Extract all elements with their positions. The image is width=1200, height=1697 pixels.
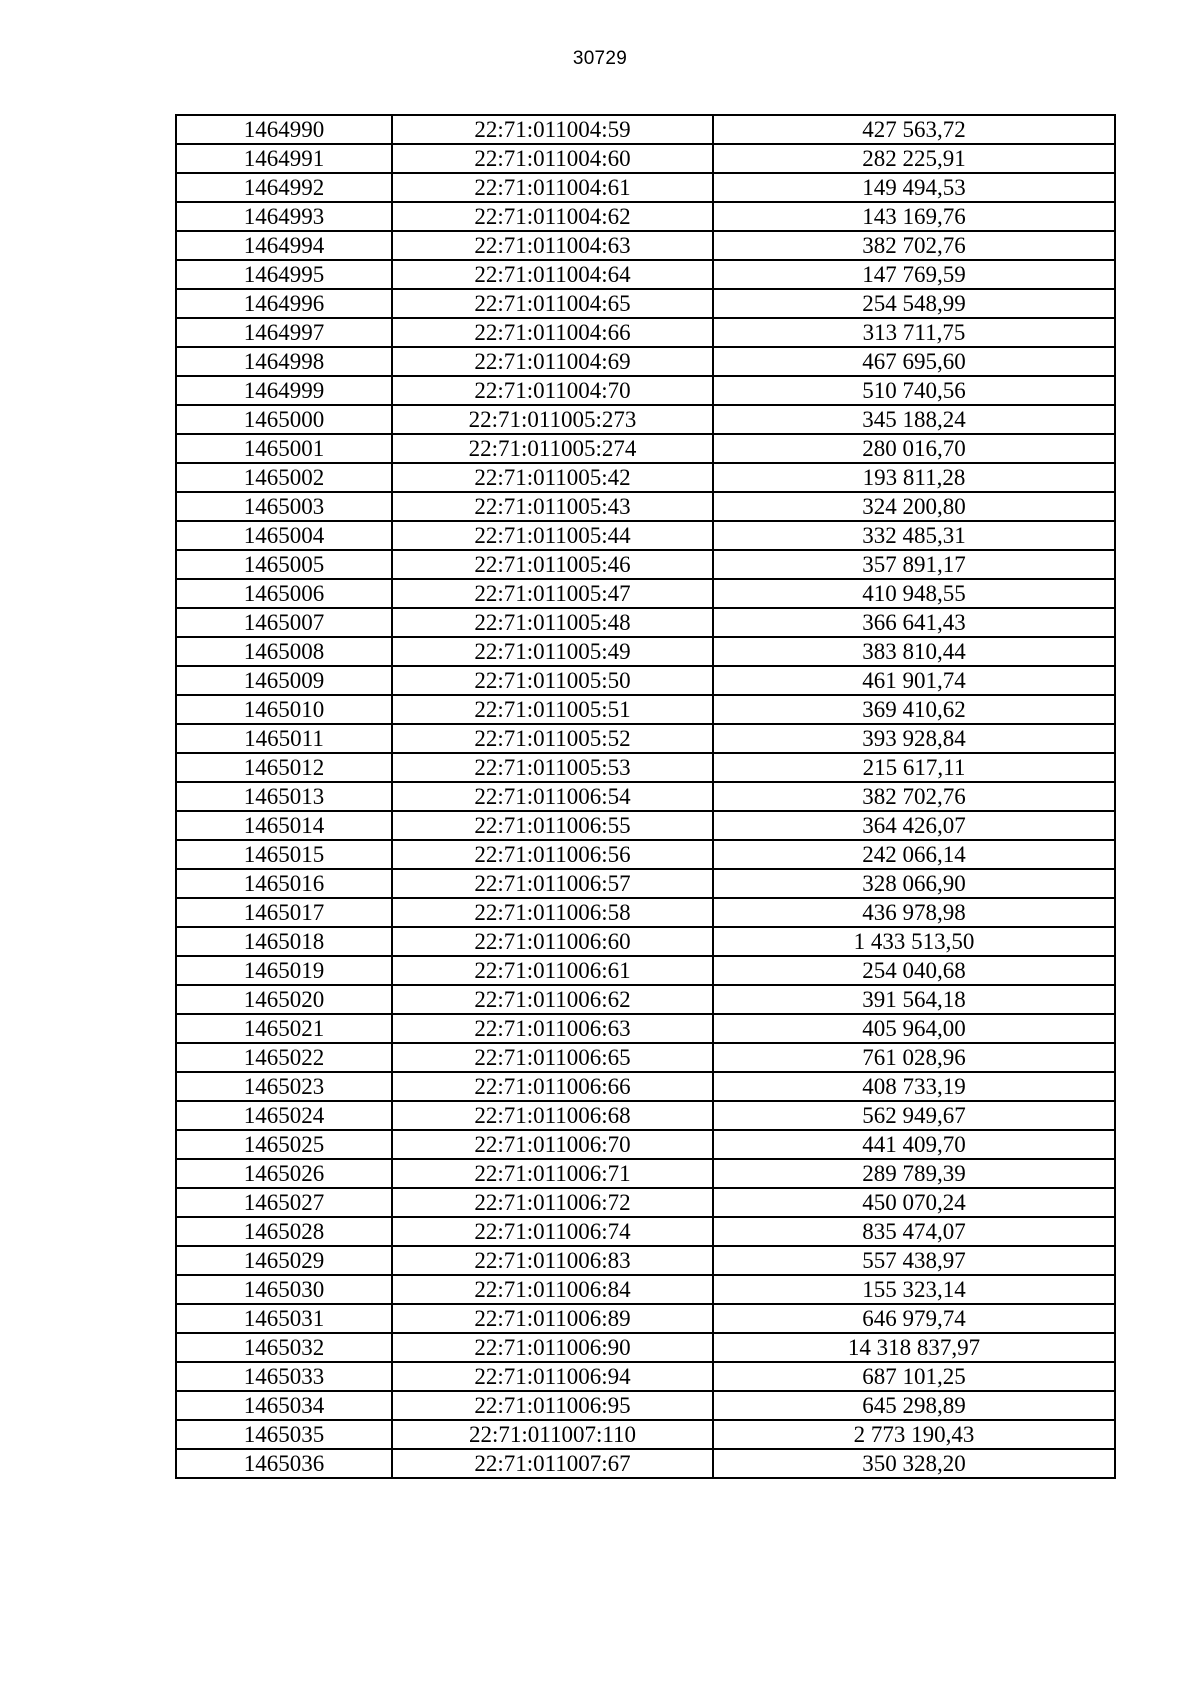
value-cell: 364 426,07 — [713, 811, 1115, 840]
value-cell: 254 040,68 — [713, 956, 1115, 985]
cadastral-number-cell: 22:71:011005:52 — [392, 724, 713, 753]
row-number-cell: 1464993 — [176, 202, 392, 231]
value-cell: 427 563,72 — [713, 115, 1115, 144]
cadastral-number-cell: 22:71:011005:43 — [392, 492, 713, 521]
cadastral-number-cell: 22:71:011005:53 — [392, 753, 713, 782]
table-row — [176, 1217, 1115, 1246]
row-number-cell: 1465032 — [176, 1333, 392, 1362]
row-number-cell: 1465020 — [176, 985, 392, 1014]
table-row — [176, 1159, 1115, 1188]
cadastral-number-cell: 22:71:011005:46 — [392, 550, 713, 579]
value-cell: 242 066,14 — [713, 840, 1115, 869]
table-row — [176, 695, 1115, 724]
row-number-cell: 1465025 — [176, 1130, 392, 1159]
cadastral-number-cell: 22:71:011006:57 — [392, 869, 713, 898]
value-cell: 646 979,74 — [713, 1304, 1115, 1333]
cadastral-number-cell: 22:71:011004:60 — [392, 144, 713, 173]
row-number-cell: 1465034 — [176, 1391, 392, 1420]
table-row — [176, 1043, 1115, 1072]
cadastral-number-cell: 22:71:011004:69 — [392, 347, 713, 376]
value-cell: 14 318 837,97 — [713, 1333, 1115, 1362]
cadastral-number-cell: 22:71:011006:61 — [392, 956, 713, 985]
table-row — [176, 579, 1115, 608]
table-row — [176, 608, 1115, 637]
row-number-cell: 1465030 — [176, 1275, 392, 1304]
value-cell: 450 070,24 — [713, 1188, 1115, 1217]
row-number-cell: 1465033 — [176, 1362, 392, 1391]
row-number-cell: 1465028 — [176, 1217, 392, 1246]
row-number-cell: 1465031 — [176, 1304, 392, 1333]
table-row — [176, 405, 1115, 434]
value-cell: 254 548,99 — [713, 289, 1115, 318]
row-number-cell: 1465017 — [176, 898, 392, 927]
value-cell: 350 328,20 — [713, 1449, 1115, 1478]
value-cell: 761 028,96 — [713, 1043, 1115, 1072]
row-number-cell: 1465014 — [176, 811, 392, 840]
value-cell: 391 564,18 — [713, 985, 1115, 1014]
cadastral-number-cell: 22:71:011006:94 — [392, 1362, 713, 1391]
table-row — [176, 753, 1115, 782]
row-number-cell: 1465019 — [176, 956, 392, 985]
table-row — [176, 1275, 1115, 1304]
row-number-cell: 1465000 — [176, 405, 392, 434]
row-number-cell: 1465015 — [176, 840, 392, 869]
table-row — [176, 956, 1115, 985]
value-cell: 328 066,90 — [713, 869, 1115, 898]
cadastral-number-cell: 22:71:011005:51 — [392, 695, 713, 724]
value-cell: 382 702,76 — [713, 782, 1115, 811]
table-row — [176, 898, 1115, 927]
value-cell: 510 740,56 — [713, 376, 1115, 405]
table-row — [176, 144, 1115, 173]
cadastral-number-cell: 22:71:011004:63 — [392, 231, 713, 260]
row-number-cell: 1465011 — [176, 724, 392, 753]
row-number-cell: 1465021 — [176, 1014, 392, 1043]
value-cell: 2 773 190,43 — [713, 1420, 1115, 1449]
row-number-cell: 1465026 — [176, 1159, 392, 1188]
table-row — [176, 840, 1115, 869]
row-number-cell: 1465016 — [176, 869, 392, 898]
table-row — [176, 666, 1115, 695]
value-cell: 687 101,25 — [713, 1362, 1115, 1391]
value-cell: 332 485,31 — [713, 521, 1115, 550]
cadastral-number-cell: 22:71:011005:48 — [392, 608, 713, 637]
value-cell: 155 323,14 — [713, 1275, 1115, 1304]
cadastral-number-cell: 22:71:011005:274 — [392, 434, 713, 463]
cadastral-number-cell: 22:71:011006:54 — [392, 782, 713, 811]
table-row — [176, 1362, 1115, 1391]
value-cell: 324 200,80 — [713, 492, 1115, 521]
row-number-cell: 1464998 — [176, 347, 392, 376]
row-number-cell: 1465018 — [176, 927, 392, 956]
row-number-cell: 1465010 — [176, 695, 392, 724]
cadastral-number-cell: 22:71:011006:95 — [392, 1391, 713, 1420]
table-row — [176, 1246, 1115, 1275]
value-cell: 557 438,97 — [713, 1246, 1115, 1275]
cadastral-number-cell: 22:71:011006:66 — [392, 1072, 713, 1101]
table-row — [176, 1014, 1115, 1043]
cadastral-number-cell: 22:71:011006:70 — [392, 1130, 713, 1159]
row-number-cell: 1465013 — [176, 782, 392, 811]
table-row — [176, 1391, 1115, 1420]
table-row — [176, 1304, 1115, 1333]
cadastral-number-cell: 22:71:011006:55 — [392, 811, 713, 840]
row-number-cell: 1464996 — [176, 289, 392, 318]
cadastral-number-cell: 22:71:011005:42 — [392, 463, 713, 492]
row-number-cell: 1465022 — [176, 1043, 392, 1072]
cadastral-number-cell: 22:71:011004:65 — [392, 289, 713, 318]
table-row — [176, 927, 1115, 956]
table-row — [176, 434, 1115, 463]
table-row — [176, 492, 1115, 521]
table-row — [176, 1449, 1115, 1478]
value-cell: 149 494,53 — [713, 173, 1115, 202]
data-table — [175, 114, 1116, 1479]
row-number-cell: 1464994 — [176, 231, 392, 260]
row-number-cell: 1465001 — [176, 434, 392, 463]
cadastral-number-cell: 22:71:011004:66 — [392, 318, 713, 347]
value-cell: 467 695,60 — [713, 347, 1115, 376]
value-cell: 143 169,76 — [713, 202, 1115, 231]
row-number-cell: 1465006 — [176, 579, 392, 608]
cadastral-number-cell: 22:71:011005:44 — [392, 521, 713, 550]
row-number-cell: 1464995 — [176, 260, 392, 289]
row-number-cell: 1465023 — [176, 1072, 392, 1101]
value-cell: 369 410,62 — [713, 695, 1115, 724]
cadastral-number-cell: 22:71:011004:61 — [392, 173, 713, 202]
value-cell: 383 810,44 — [713, 637, 1115, 666]
value-cell: 405 964,00 — [713, 1014, 1115, 1043]
value-cell: 193 811,28 — [713, 463, 1115, 492]
table-row — [176, 202, 1115, 231]
cadastral-number-cell: 22:71:011005:49 — [392, 637, 713, 666]
table-row — [176, 173, 1115, 202]
value-cell: 357 891,17 — [713, 550, 1115, 579]
cadastral-number-cell: 22:71:011007:110 — [392, 1420, 713, 1449]
cadastral-number-cell: 22:71:011005:47 — [392, 579, 713, 608]
cadastral-number-cell: 22:71:011004:70 — [392, 376, 713, 405]
value-cell: 393 928,84 — [713, 724, 1115, 753]
cadastral-number-cell: 22:71:011006:72 — [392, 1188, 713, 1217]
value-cell: 280 016,70 — [713, 434, 1115, 463]
table-body — [176, 115, 1115, 1478]
table-row — [176, 115, 1115, 144]
value-cell: 366 641,43 — [713, 608, 1115, 637]
value-cell: 562 949,67 — [713, 1101, 1115, 1130]
table-row — [176, 289, 1115, 318]
row-number-cell: 1464999 — [176, 376, 392, 405]
table-row — [176, 1188, 1115, 1217]
cadastral-number-cell: 22:71:011006:65 — [392, 1043, 713, 1072]
table-row — [176, 724, 1115, 753]
row-number-cell: 1465027 — [176, 1188, 392, 1217]
table-row — [176, 463, 1115, 492]
cadastral-number-cell: 22:71:011005:50 — [392, 666, 713, 695]
cadastral-number-cell: 22:71:011004:62 — [392, 202, 713, 231]
value-cell: 1 433 513,50 — [713, 927, 1115, 956]
row-number-cell: 1464991 — [176, 144, 392, 173]
value-cell: 835 474,07 — [713, 1217, 1115, 1246]
row-number-cell: 1465002 — [176, 463, 392, 492]
cadastral-number-cell: 22:71:011007:67 — [392, 1449, 713, 1478]
row-number-cell: 1465005 — [176, 550, 392, 579]
row-number-cell: 1464992 — [176, 173, 392, 202]
table-row — [176, 318, 1115, 347]
row-number-cell: 1465035 — [176, 1420, 392, 1449]
table-row — [176, 1101, 1115, 1130]
value-cell: 382 702,76 — [713, 231, 1115, 260]
value-cell: 461 901,74 — [713, 666, 1115, 695]
table-row — [176, 260, 1115, 289]
cadastral-number-cell: 22:71:011006:90 — [392, 1333, 713, 1362]
row-number-cell: 1465029 — [176, 1246, 392, 1275]
table-row — [176, 1420, 1115, 1449]
row-number-cell: 1464997 — [176, 318, 392, 347]
table-row — [176, 521, 1115, 550]
cadastral-number-cell: 22:71:011006:84 — [392, 1275, 713, 1304]
value-cell: 436 978,98 — [713, 898, 1115, 927]
cadastral-number-cell: 22:71:011006:62 — [392, 985, 713, 1014]
table-row — [176, 1333, 1115, 1362]
cadastral-number-cell: 22:71:011006:74 — [392, 1217, 713, 1246]
table-row — [176, 985, 1115, 1014]
value-cell: 345 188,24 — [713, 405, 1115, 434]
row-number-cell: 1464990 — [176, 115, 392, 144]
cadastral-number-cell: 22:71:011006:63 — [392, 1014, 713, 1043]
table-row — [176, 1072, 1115, 1101]
cadastral-number-cell: 22:71:011006:68 — [392, 1101, 713, 1130]
cadastral-number-cell: 22:71:011004:64 — [392, 260, 713, 289]
table-row — [176, 376, 1115, 405]
row-number-cell: 1465008 — [176, 637, 392, 666]
cadastral-number-cell: 22:71:011006:89 — [392, 1304, 713, 1333]
table-row — [176, 347, 1115, 376]
row-number-cell: 1465003 — [176, 492, 392, 521]
cadastral-number-cell: 22:71:011005:273 — [392, 405, 713, 434]
value-cell: 408 733,19 — [713, 1072, 1115, 1101]
table-row — [176, 550, 1115, 579]
cadastral-number-cell: 22:71:011006:58 — [392, 898, 713, 927]
value-cell: 147 769,59 — [713, 260, 1115, 289]
cadastral-number-cell: 22:71:011004:59 — [392, 115, 713, 144]
cadastral-number-cell: 22:71:011006:56 — [392, 840, 713, 869]
table-row — [176, 1130, 1115, 1159]
row-number-cell: 1465012 — [176, 753, 392, 782]
table-row — [176, 811, 1115, 840]
table-row — [176, 782, 1115, 811]
row-number-cell: 1465009 — [176, 666, 392, 695]
value-cell: 282 225,91 — [713, 144, 1115, 173]
row-number-cell: 1465004 — [176, 521, 392, 550]
cadastral-number-cell: 22:71:011006:83 — [392, 1246, 713, 1275]
page-number: 30729 — [572, 48, 628, 69]
row-number-cell: 1465024 — [176, 1101, 392, 1130]
row-number-cell: 1465036 — [176, 1449, 392, 1478]
cadastral-number-cell: 22:71:011006:71 — [392, 1159, 713, 1188]
cadastral-number-cell: 22:71:011006:60 — [392, 927, 713, 956]
value-cell: 645 298,89 — [713, 1391, 1115, 1420]
value-cell: 215 617,11 — [713, 753, 1115, 782]
table-row — [176, 869, 1115, 898]
value-cell: 289 789,39 — [713, 1159, 1115, 1188]
table-row — [176, 637, 1115, 666]
value-cell: 313 711,75 — [713, 318, 1115, 347]
value-cell: 441 409,70 — [713, 1130, 1115, 1159]
table-row — [176, 231, 1115, 260]
value-cell: 410 948,55 — [713, 579, 1115, 608]
row-number-cell: 1465007 — [176, 608, 392, 637]
